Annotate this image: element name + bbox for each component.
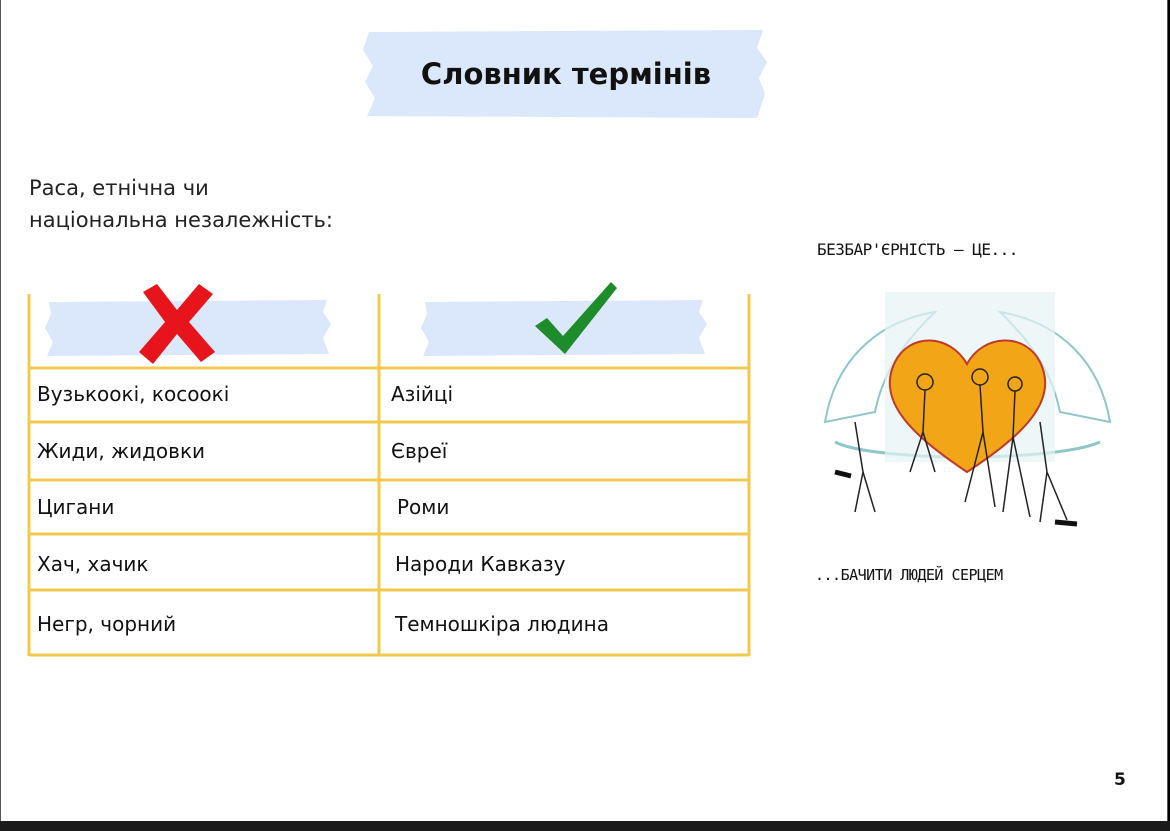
term-wrong-3: Цигани <box>37 495 115 519</box>
term-wrong-5: Негр, чорний <box>37 612 177 636</box>
term-wrong-2: Жиди, жидовки <box>37 439 206 463</box>
terms-table <box>27 294 751 658</box>
illustration-top-caption: БЕЗБАР'ЄРНІСТЬ — ЦЕ... <box>817 240 1018 259</box>
bottom-bar <box>0 821 1170 831</box>
term-right-1: Азійці <box>391 382 454 406</box>
term-wrong-4: Хач, хачик <box>37 552 149 576</box>
page-number: 5 <box>1114 770 1126 790</box>
section-heading-line-2: національна незалежність: <box>29 208 333 232</box>
check-icon <box>533 278 617 358</box>
term-right-5: Темношкіра людина <box>395 612 609 636</box>
term-wrong-1: Вузькоокі, косоокі <box>37 382 230 406</box>
cross-icon <box>135 282 219 366</box>
hearts-hands-drawing <box>815 272 1120 562</box>
illustration-bottom-caption: ...БАЧИТИ ЛЮДЕЙ СЕРЦЕМ <box>815 566 1003 584</box>
page-title: Словник термінів <box>420 57 712 91</box>
term-right-3: Роми <box>397 495 450 519</box>
illustration <box>815 236 1120 591</box>
section-heading <box>29 172 449 236</box>
term-right-4: Народи Кавказу <box>395 552 566 576</box>
term-right-2: Євреї <box>391 439 448 463</box>
section-heading-line-1: Раса, етнічна чи <box>29 176 209 200</box>
